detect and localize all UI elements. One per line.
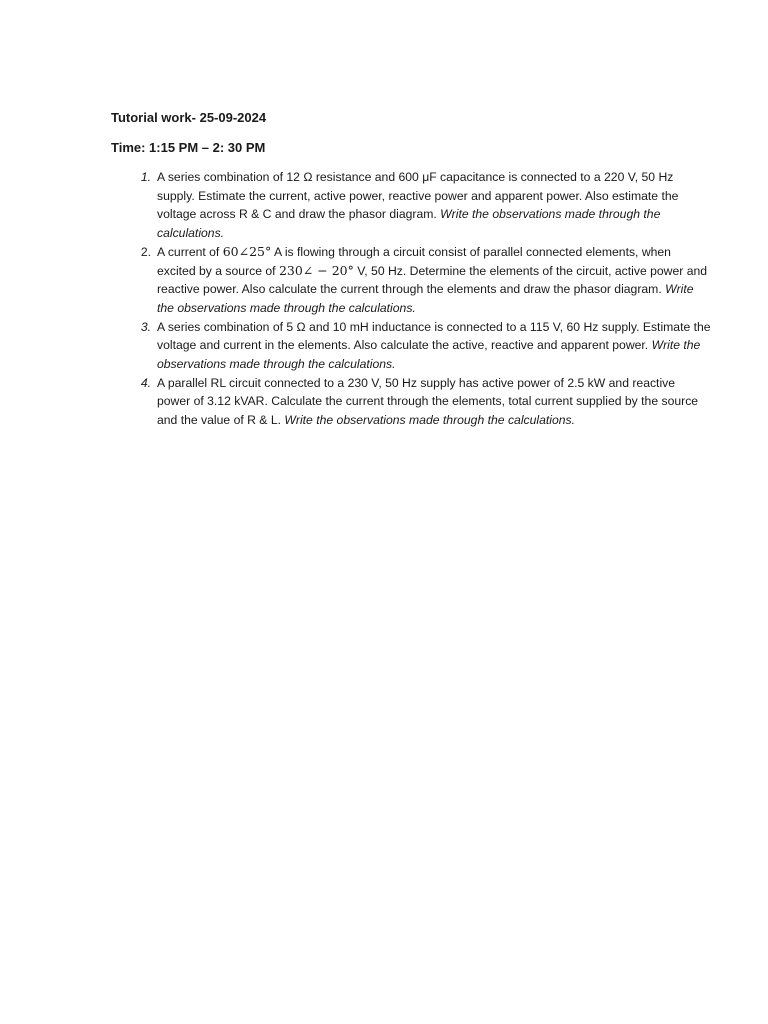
question-number: 3. (140, 319, 151, 334)
question-number: 4. (140, 375, 151, 390)
time-line: Time: 1:15 PM – 2: 30 PM (111, 140, 266, 155)
question-text-part: A is flowing through a circuit consist of parallel connected elements, when excited by a source of (157, 244, 671, 278)
observation-note: Write the observations made through the calculations. (157, 282, 694, 315)
voltage-phasor-value: 230∠ − 20° (278, 262, 354, 278)
current-phasor-value: 60∠25° (222, 243, 272, 259)
question-text-part: A current of (157, 244, 223, 259)
question-item (111, 318, 711, 374)
question-item (111, 374, 711, 430)
question-number: 1. (140, 170, 151, 184)
question-list (111, 168, 711, 430)
observation-note: Write the observations made through the calculations. (157, 207, 661, 241)
observation-note: Write the observations made through the calculations. (157, 338, 701, 372)
document-title: Tutorial work- 25-09-2024 (111, 110, 267, 125)
question-text: A series combination of 12 Ω resistance and 600 μF capacitance is connected to a 220 V, 50 Hz supply. Estimate the current, active power, reactive power and apparent power. Also estimate the voltage across R & C and draw the phasor diagram. (157, 170, 679, 222)
question-text: A series combination of 5 Ω and 10 mH inductance is connected to a 115 V, 60 Hz supply. Estimate the voltage and current in the elements. Also calculate the active, reactive and apparent power. (157, 319, 711, 353)
question-item (111, 168, 711, 243)
question-item (111, 243, 711, 318)
question-text-part: V, 50 Hz. Determine the elements of the circuit, active power and reactive power. Also calculate the current through the elements and draw the phasor diagram. (157, 263, 708, 297)
question-text: A parallel RL circuit connected to a 230 V, 50 Hz supply has active power of 2.5 kW and reactive power of 3.12 kVAR. Calculate the current through the elements, total current supplied by the source and the value of R & L. (157, 375, 699, 428)
observation-note: Write the observations made through the calculations. (284, 413, 576, 428)
question-number: 2. (140, 244, 151, 259)
